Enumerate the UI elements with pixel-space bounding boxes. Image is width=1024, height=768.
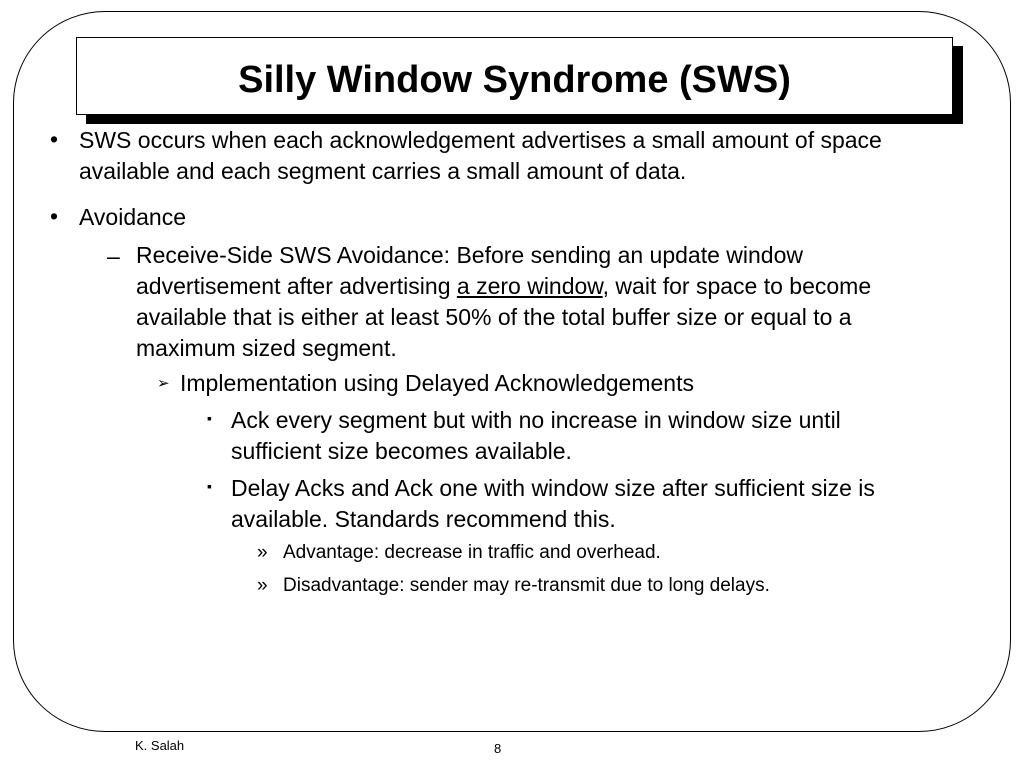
bullet-text-line: SWS occurs when each acknowledgement advertises a small amount of space	[79, 127, 882, 153]
bullet-text-line: Receive-Side SWS Avoidance: Before sending an update window	[136, 242, 803, 268]
page-number: 8	[494, 741, 502, 756]
bullet-marker: •	[50, 203, 59, 229]
chevron-bullet-icon: »	[257, 542, 268, 563]
bullet-disadvantage: Disadvantage: sender may re-transmit due to long delays.	[283, 575, 770, 596]
bullet-sws-occurs	[79, 125, 882, 187]
underlined-text: a zero window	[456, 273, 603, 299]
bullet-text-line: available and each segment carries a small amount of data.	[79, 158, 687, 184]
bullet-text-line	[136, 271, 871, 302]
bullet-text-line: maximum sized segment.	[136, 335, 397, 361]
footer-author: K. Salah	[135, 738, 185, 753]
square-bullet-icon: ▪	[207, 410, 212, 426]
title-box	[76, 37, 953, 115]
arrow-bullet-icon: ➢	[157, 375, 170, 392]
bullet-ack-every-segment	[231, 405, 841, 467]
text-run: advertisement after advertising	[136, 273, 457, 299]
bullet-delay-acks	[231, 473, 875, 535]
bullet-text-line: Delay Acks and Ack one with window size after sufficient size is	[231, 475, 875, 501]
bullet-avoidance: Avoidance	[79, 204, 186, 230]
slide-title: Silly Window Syndrome (SWS)	[238, 59, 791, 101]
square-bullet-icon: ▪	[207, 478, 212, 494]
bullet-implementation: Implementation using Delayed Acknowledgements	[180, 370, 694, 396]
chevron-bullet-icon: »	[257, 575, 268, 596]
bullet-text-line: Ack every segment but with no increase in window size until	[231, 407, 841, 433]
bullet-text-line: available. Standards recommend this.	[231, 506, 616, 532]
bullet-marker: •	[50, 126, 59, 152]
subbullet-receive-side	[136, 240, 871, 364]
bullet-text-line: sufficient size becomes available.	[231, 438, 572, 464]
bullet-advantage: Advantage: decrease in traffic and overhead.	[283, 542, 661, 563]
text-run: , wait for space to become	[602, 273, 872, 299]
bullet-text-line: available that is either at least 50% of the total buffer size or equal to a	[136, 304, 852, 330]
dash-marker: –	[107, 243, 120, 269]
